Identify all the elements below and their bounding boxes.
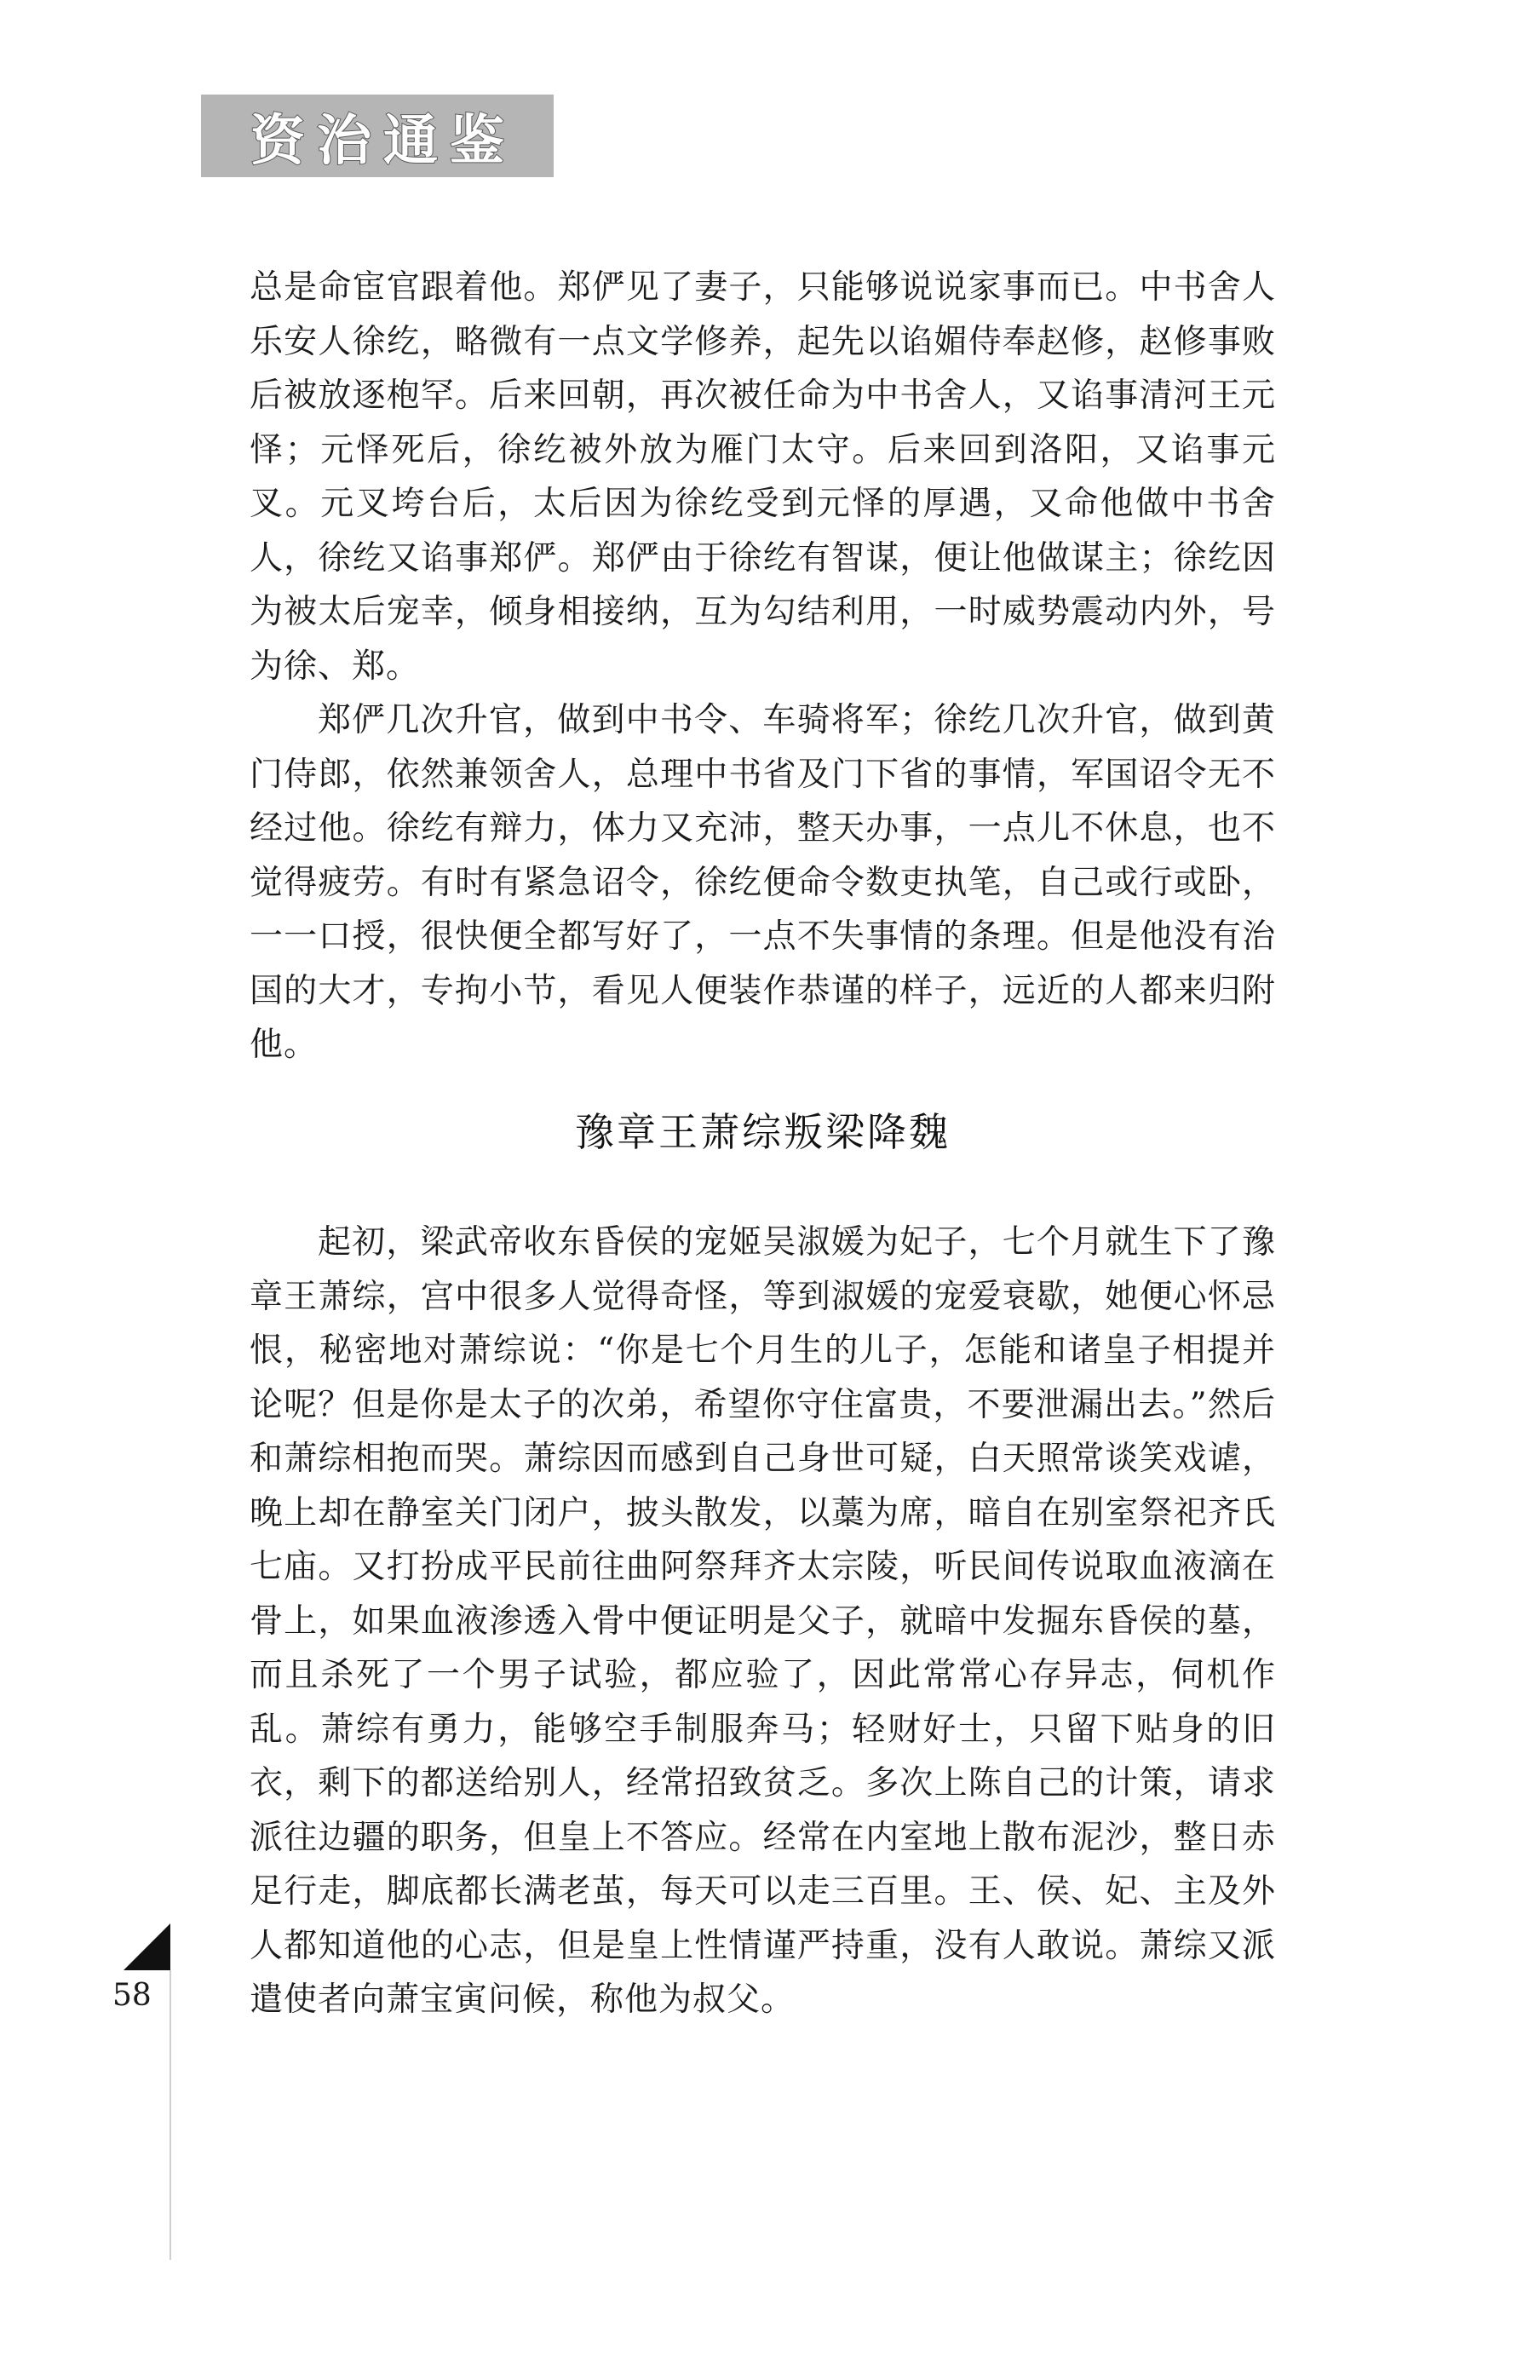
margin-rule — [170, 1970, 171, 2260]
book-title: 资治通鉴 — [250, 109, 516, 173]
book-title-banner — [201, 95, 554, 177]
page-number: 58 — [112, 1978, 152, 2013]
paragraph: 起初，梁武帝收东昏侯的宠姬吴淑媛为妃子，七个月就生下了豫章王萧综，宫中很多人觉得奇怪，等到淑媛的宠爱衰歇，她便心怀忌恨，秘密地对萧综说：“你是七个月生的儿子，怎能和诸皇子相提并论呢？但是你是太子的次弟，希望你守住富贵，不要泄漏出去。”然后和萧综相抱而哭。萧综因而感到自己身世可疑，白天照常谈笑戏谑，晚上却在静室关门闭户，披头散发，以藁为席，暗自在别室祭祀齐氏七庙。又打扮成平民前往曲阿祭拜齐太宗陵，听民间传说取血液滴在骨上，如果血液渗透入骨中便证明是父子，就暗中发掘东昏侯的墓，而且杀死了一个男子试验，都应验了，因此常常心存异志，伺机作乱。萧综有勇力，能够空手制服奔马；轻财好士，只留下贴身的旧衣，剩下的都送给别人，经常招致贫乏。多次上陈自己的计策，请求派往边疆的职务，但皇上不答应。经常在内室地上散布泥沙，整日赤足行走，脚底都长满老茧，每天可以走三百里。王、侯、妃、主及外人都知道他的心志，但是皇上性情谨严持重，没有人敢说。萧综又派遣使者向萧宝寅问候，称他为叔父。 — [250, 1223, 1276, 2019]
section-heading: 豫章王萧综叛梁降魏 — [575, 1109, 951, 1155]
page-corner-triangle — [124, 1923, 170, 1970]
paragraph: 郑俨几次升官，做到中书令、车骑将军；徐纥几次升官，做到黄门侍郎，依然兼领舍人，总理中书省及门下省的事情，军国诏令无不经过他。徐纥有辩力，体力又充沛，整天办事，一点儿不休息，也不觉得疲劳。有时有紧急诏令，徐纥便命令数吏执笔，自己或行或卧，一一口授，很快便全都写好了，一点不失事情的条理。但是他没有治国的大才，专拘小节，看见人便装作恭谨的样子，远近的人都来归附他。 — [250, 701, 1276, 1064]
section-b-text — [250, 1216, 1276, 2027]
paragraph-continued: 总是命宦官跟着他。郑俨见了妻子，只能够说说家事而已。中书舍人乐安人徐纥，略微有一点文学修养，起先以谄媚侍奉赵修，赵修事败后被放逐枹罕。后来回朝，再次被任命为中书舍人，又谄事清河王元怿；元怿死后，徐纥被外放为雁门太守。后来回到洛阳，又谄事元叉。元叉垮台后，太后因为徐纥受到元怿的厚遇，又命他做中书舍人，徐纥又谄事郑俨。郑俨由于徐纥有智谋，便让他做谋主；徐纥因为被太后宠幸，倾身相接纳，互为勾结利用，一时威势震动内外，号为徐、郑。 — [250, 268, 1276, 686]
section-a-text — [250, 261, 1276, 1072]
